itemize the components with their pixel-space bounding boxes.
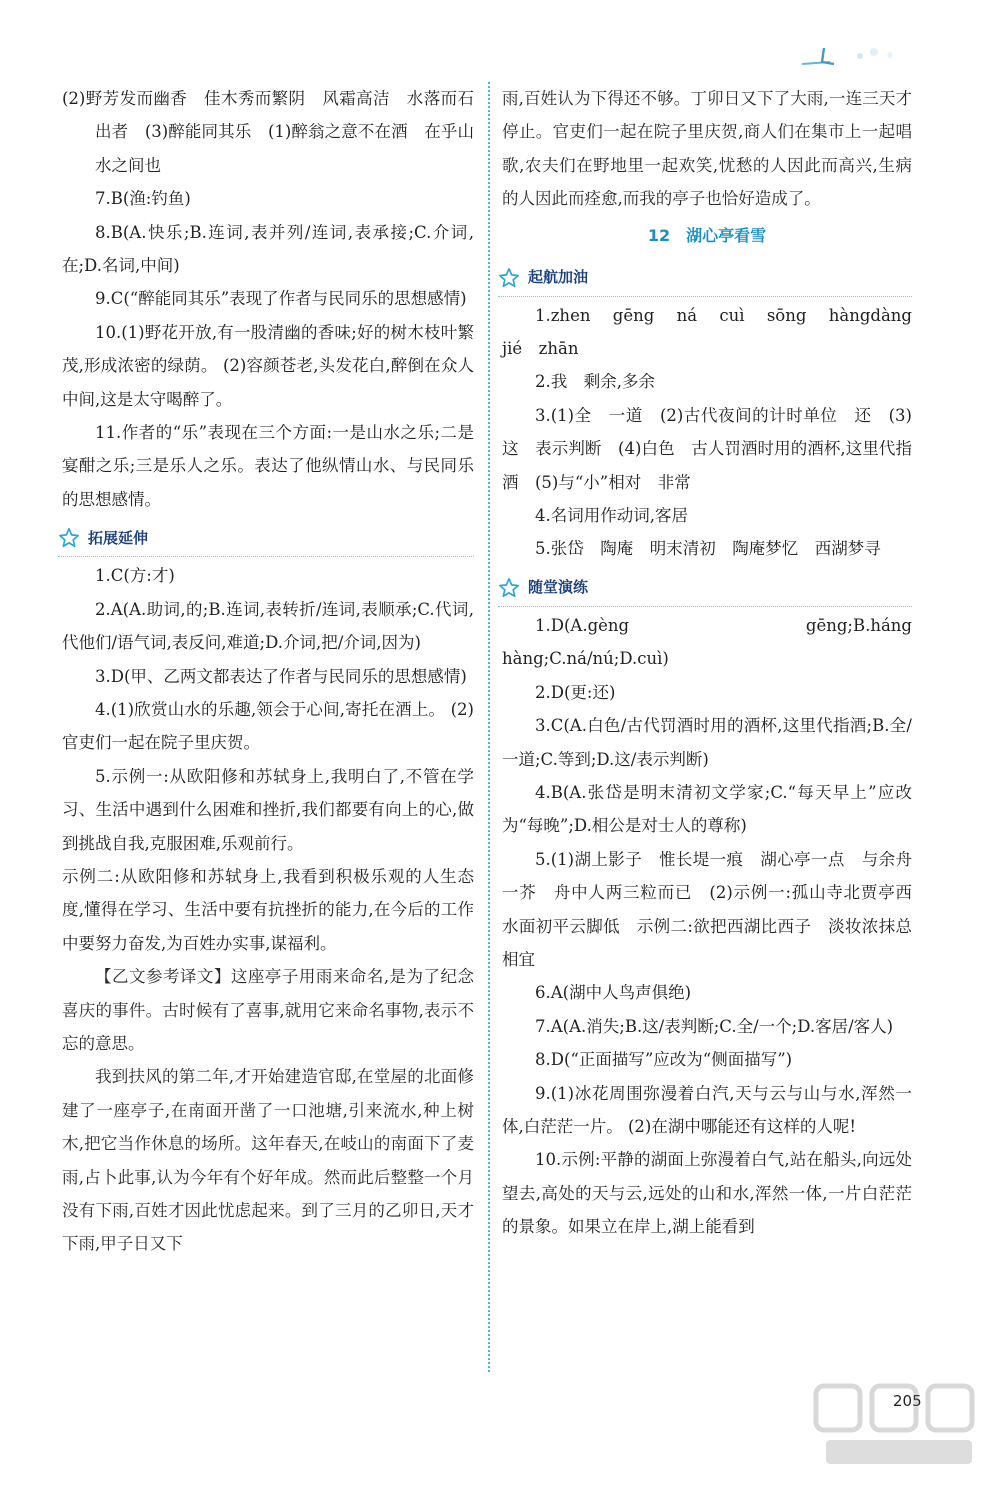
answer-item: 1.zhen gēng ná cuì sōng hàngdàng jié zhān (502, 305, 929, 359)
answer-item: 10.(1)野花开放,有一股清幽的香味;好的树木枝叶繁茂,形成浓密的绿荫。 (2)容颜苍老,头发花白,醉倒在众人中间,这是太守喝醉了。 (62, 322, 474, 409)
section-title: 拓展延伸 (88, 528, 149, 547)
answer-item: 8.D(“正面描写”应改为“侧面描写”) (535, 1050, 793, 1070)
star-icon (498, 267, 520, 289)
answer-example: 示例二:从欧阳修和苏轼身上,我看到积极乐观的人生态度,懂得在学习、生活中要有抗挫折的能力,在今后的工作中要努力奋发,为百姓办实事,谋福利。 (62, 866, 474, 953)
answer-item: 7.B(渔:钓鱼) (95, 189, 191, 209)
answer-item: 5.(1)湖上影子 惟长堤一痕 湖心亭一点 与余舟一芥 舟中人两三粒而已 (2)示例一:孤山寺北贾亭西 水面初平云脚低 示例二:欲把西湖比西子 淡妆浓抹总相宜 (502, 849, 929, 969)
answer-item: 3.C(A.白色/古代罚酒时用的酒杯,这里代指酒;B.全/一道;C.等到;D.这/表示判断) (502, 716, 912, 769)
answer-item: 11.作者的“乐”表现在三个方面:一是山水之乐;二是宴酣之乐;三是乐人之乐。表达了他纵情山水、与民同乐的思想感情。 (62, 423, 474, 509)
right-column (502, 82, 929, 1244)
answer-item: 5.示例一:从欧阳修和苏轼身上,我明白了,不管在学习、生活中遇到什么困难和挫折,我们都要有向上的心,做到挑战自我,克服困难,乐观前行。 (62, 766, 474, 853)
header-logo-icon (800, 42, 910, 68)
answer-item: 1.D(A.gèng gēng;B.háng hàng;C.ná/nú;D.cuì) (502, 615, 912, 669)
answer-item: 9.C(“醉能同其乐”表现了作者与民同乐的思想感情) (95, 289, 467, 309)
answer-continuation: (2)野芳发而幽香 佳木秀而繁阴 风霜高洁 水落而石出者 (3)醉能同其乐 (1)醉翁之意不在酒 在乎山水之间也 (62, 89, 474, 175)
answer-item: 5.张岱 陶庵 明末清初 陶庵梦忆 西湖梦寻 (535, 539, 881, 559)
answer-item: 10.示例:平静的湖面上弥漫着白气,站在船头,向远处望去,高处的天与云,远处的山和水,浑然一体,一片白茫茫的景象。如果立在岸上,湖上能看到 (502, 1150, 912, 1237)
column-divider (488, 82, 490, 1372)
translation-paragraph (62, 960, 474, 1060)
answer-item: 2.我 剩余,多余 (535, 372, 655, 392)
answer-item: 4.名词用作动词,客居 (535, 506, 688, 526)
answer-item: 6.A(湖中人鸟声俱绝) (535, 983, 692, 1003)
section-heading (58, 520, 474, 557)
page-number: 205 (893, 1392, 922, 1410)
section-title: 随堂演练 (528, 578, 589, 597)
answer-item: 8.B(A.快乐;B.连词,表并列/连词,表承接;C.介词,在;D.名词,中间) (62, 222, 474, 276)
section-heading (498, 260, 912, 297)
translation-paragraph: 我到扶风的第二年,才开始建造官邸,在堂屋的北面修建了一座亭子,在南面开凿了一口池塘,引来流水,种上树木,把它当作休息的场所。这年春天,在岐山的南面下了麦雨,占卜此事,认为今年有个好年成。然而此后整整一个月没有下雨,百姓才因此忧虑起来。到了三月的乙卯日,天才下雨,甲子日又下 (62, 1067, 474, 1254)
left-column (62, 82, 474, 1261)
star-icon (58, 527, 80, 549)
section-title: 起航加油 (528, 267, 589, 286)
answer-item: 4.B(A.张岱是明末清初文学家;C.“每天早上”应改为“每晚”;D.相公是对士人的尊称) (502, 782, 912, 836)
translation-paragraph: 雨,百姓认为下得还不够。丁卯日又下了大雨,一连三天才停止。官吏们一起在院子里庆贺,商人们在集市上一起唱歌,农夫们在野地里一起欢笑,忧愁的人因此而高兴,生病的人因此而痊愈,而我的亭子也恰好造成了。 (502, 89, 912, 209)
answer-item: 2.A(A.助词,的;B.连词,表转折/连词,表顺承;C.代词,代他们/语气词,表反问,难道;D.介词,把/介词,因为) (62, 599, 474, 653)
section-heading (498, 570, 912, 607)
watermark-logo (812, 1380, 982, 1470)
answer-item: 2.D(更:还) (535, 682, 616, 702)
answer-item: 9.(1)冰花周围弥漫着白汽,天与云与山与水,浑然一体,白茫茫一片。 (2)在湖中哪能还有这样的人呢! (502, 1083, 912, 1136)
answer-item: 3.D(甲、乙两文都表达了作者与民同乐的思想感情) (95, 666, 467, 686)
answer-item: 7.A(A.消失;B.这/表判断;C.全/一个;D.客居/客人) (535, 1016, 894, 1036)
translation-label: 【乙文参考译文】 (95, 967, 231, 987)
star-icon (498, 577, 520, 599)
answer-item: 4.(1)欣赏山水的乐趣,领会于心间,寄托在酒上。 (2)官吏们一起在院子里庆贺。 (62, 699, 474, 753)
answer-item: 3.(1)全 一道 (2)古代夜间的计时单位 还 (3)这 表示判断 (4)白色 古人罚酒时用的酒杯,这里代指酒 (5)与“小”相对 非常 (502, 405, 912, 492)
translation-text: 这座亭子用雨来命名,是为了纪念喜庆的事件。古时候有了喜事,就用它来命名事物,表示不忘的意思。 (62, 967, 475, 1053)
lesson-title: 12 湖心亭看雪 (647, 225, 767, 245)
answer-item: 1.C(方:才) (95, 566, 175, 586)
